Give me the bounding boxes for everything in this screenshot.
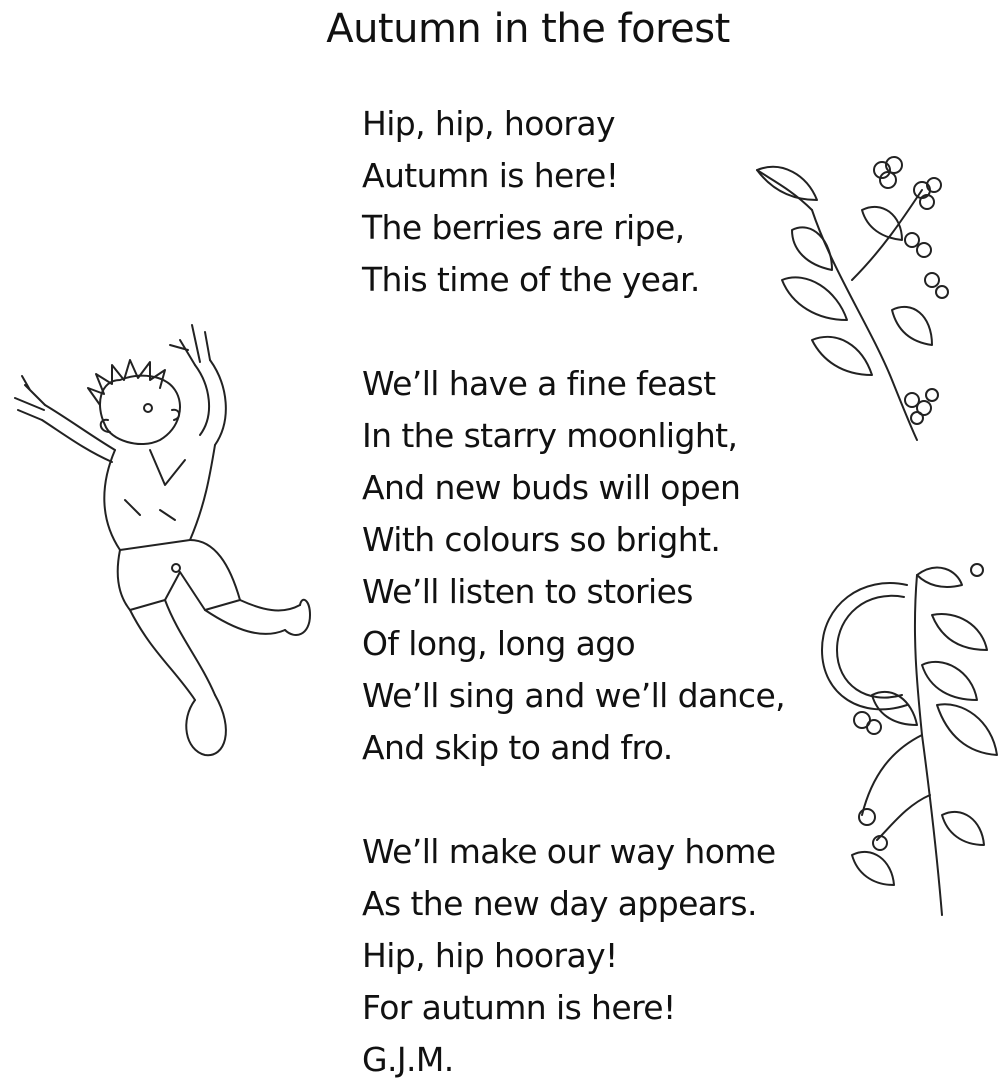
poem-line: Hip, hip, hooray bbox=[362, 104, 615, 143]
blackberry-branch-illustration bbox=[752, 150, 952, 445]
stanza-1 bbox=[362, 98, 785, 306]
poem-line: Hip, hip hooray! bbox=[362, 936, 618, 975]
poem-line: And skip to and fro. bbox=[362, 728, 673, 767]
poem-line: As the new day appears. bbox=[362, 884, 757, 923]
stanza-3 bbox=[362, 826, 785, 1034]
moon-vine-illustration bbox=[812, 555, 1003, 930]
poem-line: With colours so bright. bbox=[362, 520, 721, 559]
poem-line: We’ll make our way home bbox=[362, 832, 776, 871]
poem-line: We’ll have a fine feast bbox=[362, 364, 716, 403]
page-title: Autumn in the forest bbox=[326, 6, 730, 52]
poem-line: We’ll sing and we’ll dance, bbox=[362, 676, 786, 715]
poem-line: We’ll listen to stories bbox=[362, 572, 693, 611]
poem bbox=[362, 98, 785, 1086]
poem-line: Of long, long ago bbox=[362, 624, 636, 663]
poem-line: In the starry moonlight, bbox=[362, 416, 738, 455]
stanza-gap bbox=[362, 774, 785, 826]
poem-line: Autumn is here! bbox=[362, 156, 619, 195]
poem-line: This time of the year. bbox=[362, 260, 700, 299]
dancing-boy-illustration bbox=[0, 310, 320, 780]
stanza-2 bbox=[362, 358, 785, 774]
poem-line: And new buds will open bbox=[362, 468, 741, 507]
poem-line: For autumn is here! bbox=[362, 988, 676, 1027]
poem-line: The berries are ripe, bbox=[362, 208, 685, 247]
stanza-gap bbox=[362, 306, 785, 358]
author-signature: G.J.M. bbox=[362, 1040, 454, 1079]
